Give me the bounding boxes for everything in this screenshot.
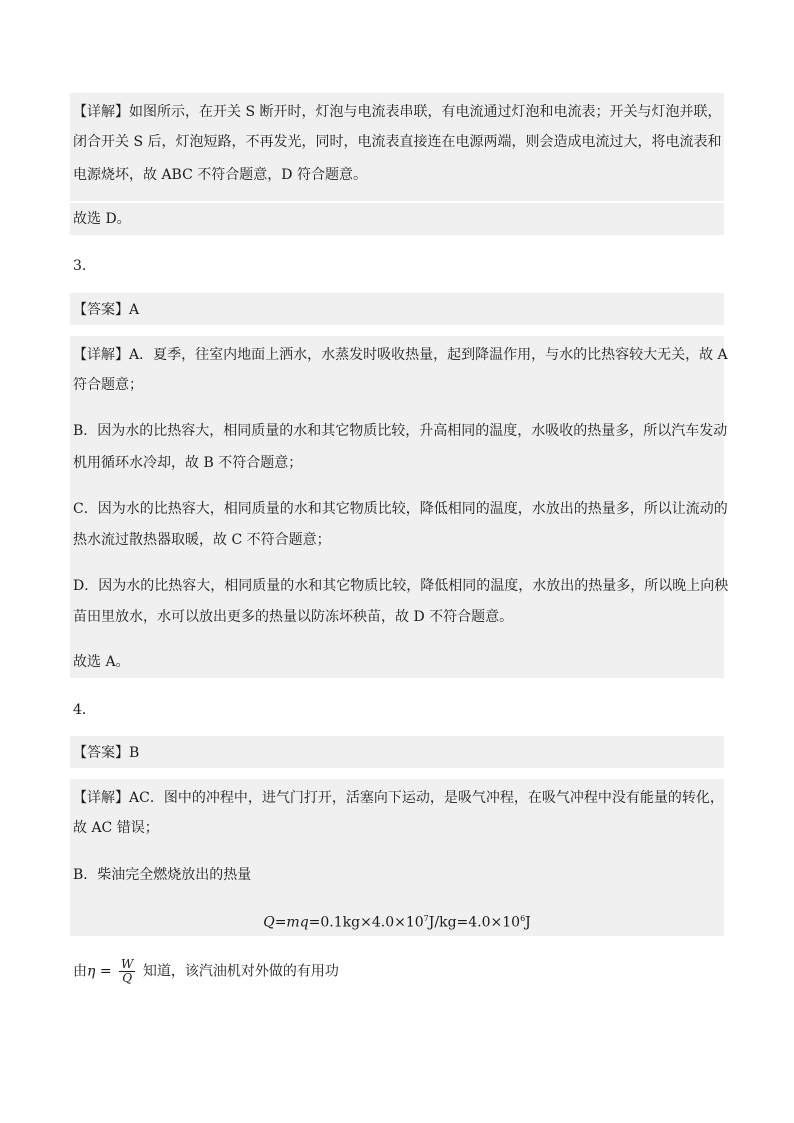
formula-exponent-2: 6	[520, 914, 526, 923]
q2-detail-line-1: 【详解】如图所示，在开关 S 断开时，灯泡与电流表串联，有电流通过灯泡和电流表；开关与灯泡并联，	[73, 104, 722, 120]
formula-exponent-1: 7	[423, 914, 429, 923]
q3-option-d-line-2: 苗田里放水，水可以放出更多的热量以防冻坏秧苗，故 D 不符合题意。	[73, 609, 514, 625]
choose-block-q2	[70, 203, 724, 235]
q3-number: 3．	[73, 258, 96, 274]
q3-choose: 故选 A。	[73, 654, 130, 670]
q4-option-ac-line-2: 故 AC 错误；	[73, 820, 159, 836]
q2-choose: 故选 D。	[73, 211, 131, 227]
q3-option-a-line-2: 符合题意；	[73, 377, 143, 393]
efficiency-prefix: 由	[73, 963, 87, 980]
formula-q: Q	[263, 914, 275, 931]
q4-option-b-line-1: B．柴油完全燃烧放出的热量	[73, 867, 252, 883]
q4-number: 4．	[73, 702, 96, 718]
fraction-numerator: W	[121, 957, 134, 971]
q4-answer: 【答案】B	[73, 745, 140, 761]
q3-answer: 【答案】A	[73, 302, 140, 318]
formula-mq: mq	[286, 914, 309, 931]
q3-option-a-line-1: 【详解】A．夏季，往室内地面上洒水，水蒸发时吸收热量，起到降温作用，与水的比热容较大无关，故 A	[73, 347, 728, 363]
answer-block-q4	[70, 736, 724, 768]
efficiency-suffix: 知道，该汽油机对外做的有用功	[142, 963, 339, 980]
answer-block-q3	[70, 293, 724, 325]
formula-unit: J	[525, 914, 531, 931]
heat-formula	[70, 909, 724, 933]
fraction-denominator: Q	[122, 971, 133, 985]
formula-value-1: =0.1kg×4.0×10	[308, 914, 424, 931]
formula-eq: =	[274, 914, 287, 931]
q3-option-d-line-1: D．因为水的比热容大，相同质量的水和其它物质比较，降低相同的温度，水放出的热量多，所以晚上向秧	[73, 578, 729, 594]
q3-option-c-line-2: 热水流过散热器取暖，故 C 不符合题意；	[73, 532, 331, 548]
q3-option-c-line-1: C．因为水的比热容大，相同质量的水和其它物质比较，降低相同的温度，水放出的热量多，所以让流动的	[73, 501, 728, 517]
q3-option-b-line-2: 机用循环水冷却，故 B 不符合题意；	[73, 455, 303, 471]
q2-detail-line-3: 电源烧坏，故 ABC 不符合题意，D 符合题意。	[73, 167, 367, 183]
efficiency-fraction	[119, 958, 135, 985]
efficiency-equals: =	[95, 963, 117, 980]
q3-option-b-line-1: B．因为水的比热容大，相同质量的水和其它物质比较，升高相同的温度，水吸收的热量多，所以汽车发动	[73, 423, 728, 439]
efficiency-line	[73, 958, 339, 985]
efficiency-eta: η	[87, 963, 96, 980]
q2-detail-line-2: 闭合开关 S 后，灯泡短路，不再发光，同时，电流表直接连在电源两端，则会造成电流过大，将电流表和	[73, 134, 722, 150]
formula-value-2: J/kg=4.0×10	[428, 914, 521, 931]
q4-option-ac-line-1: 【详解】AC．图中的冲程中，进气门打开，活塞向下运动，是吸气冲程，在吸气冲程中没有能量的转化，	[73, 790, 724, 806]
